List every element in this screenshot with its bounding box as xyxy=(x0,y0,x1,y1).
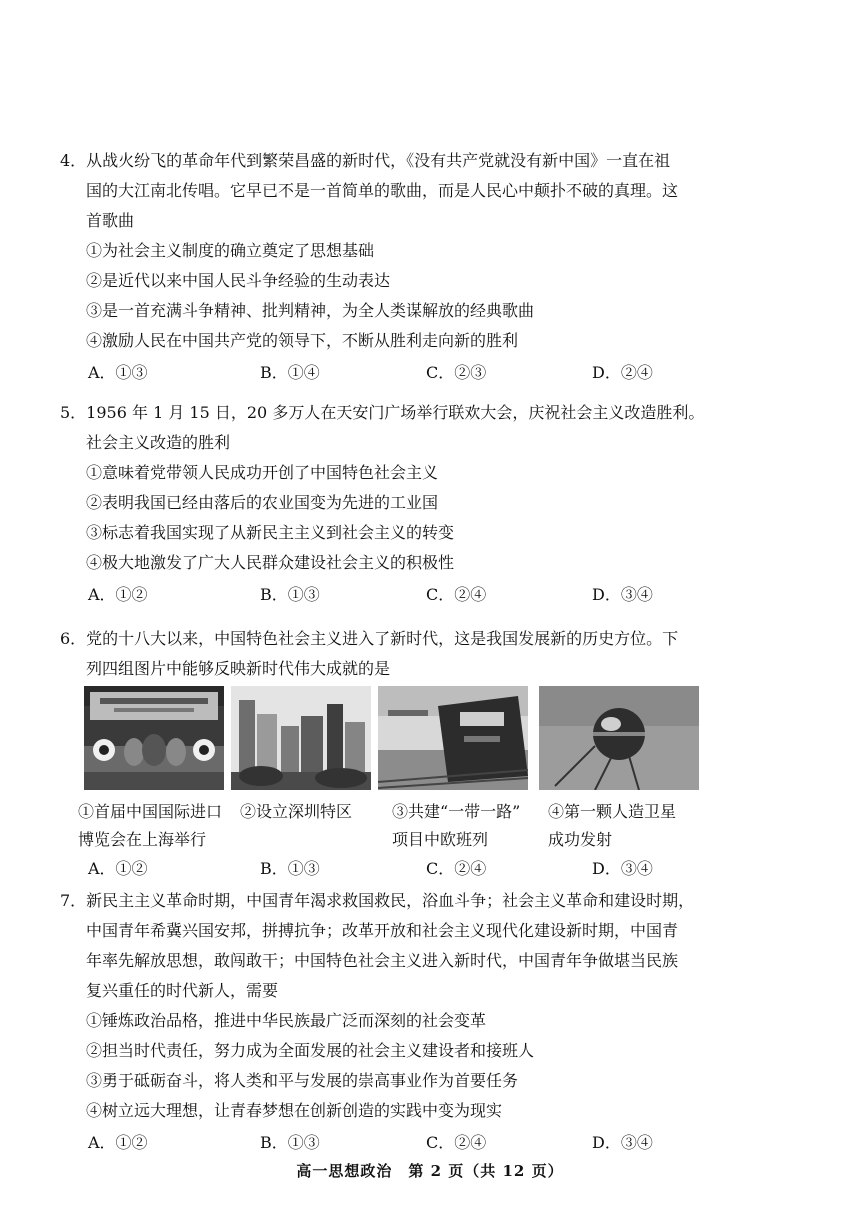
choice-d: D．③④ xyxy=(592,585,653,604)
question-stem-line: 国的大江南北传唱。它早已不是一首简单的歌曲，而是人民心中颠扑不破的真理。这 xyxy=(86,181,679,200)
statement-option: ④树立远大理想，让青春梦想在创新创造的实践中变为现实 xyxy=(86,1101,503,1120)
caption-line: 博览会在上海举行 xyxy=(78,830,207,849)
answer-choices xyxy=(60,1128,710,1160)
choice-d: D．②④ xyxy=(592,363,653,382)
statement-option: ③勇于砥砺奋斗，将人类和平与发展的崇高事业作为首要任务 xyxy=(86,1071,519,1090)
question-stem-line: 列四组图片中能够反映新时代伟大成就的是 xyxy=(86,659,391,678)
caption-line: 成功发射 xyxy=(548,830,613,849)
caption-line: ②设立深圳特区 xyxy=(240,802,353,821)
shenzhen-photo xyxy=(231,686,371,790)
answer-choices xyxy=(60,580,710,612)
question-stem-line: 5．1956 年 1 月 15 日，20 多万人在天安门广场举行联欢大会，庆祝社会主义改造胜利。 xyxy=(60,403,705,422)
choice-b: B．①③ xyxy=(260,1133,320,1152)
choice-b: B．①③ xyxy=(260,585,320,604)
choice-d: D．③④ xyxy=(592,1133,653,1152)
statement-option: ②是近代以来中国人民斗争经验的生动表达 xyxy=(86,271,391,290)
picture-captions xyxy=(78,798,718,858)
caption-3 xyxy=(392,798,520,854)
page-footer: 高一思想政治 第 2 页（共 12 页） xyxy=(296,1162,564,1180)
choice-a: A．①③ xyxy=(88,363,148,382)
caption-4 xyxy=(548,798,676,854)
picture-row xyxy=(84,686,704,794)
question-stem-line: 7．新民主主义革命时期，中国青年渴求救国救民，浴血斗争；社会主义革命和建设时期， xyxy=(60,891,695,910)
question-6-choices xyxy=(60,852,710,886)
question-stem-line: 中国青年希冀兴国安邦，拼搏抗争；改革开放和社会主义现代化建设新时期，中国青 xyxy=(86,921,679,940)
choice-b: B．①③ xyxy=(260,859,320,878)
question-stem-line: 6．党的十八大以来，中国特色社会主义进入了新时代，这是我国发展新的历史方位。下 xyxy=(60,629,679,648)
choice-a: A．①② xyxy=(88,585,148,604)
statement-option: ①意味着党带领人民成功开创了中国特色社会主义 xyxy=(86,463,439,482)
caption-line: ①首届中国国际进口 xyxy=(78,802,223,821)
choice-c: C．②④ xyxy=(426,1133,487,1152)
caption-line: ③共建“一带一路” xyxy=(392,802,521,821)
statement-option: ①为社会主义制度的确立奠定了思想基础 xyxy=(86,241,375,260)
question-stem-line: 社会主义改造的胜利 xyxy=(86,433,231,452)
statement-option: ①锤炼政治品格，推进中华民族最广泛而深刻的社会变革 xyxy=(86,1011,487,1030)
choice-c: C．②③ xyxy=(426,363,487,382)
question-6 xyxy=(60,624,710,684)
statement-option: ④极大地激发了广大人民群众建设社会主义的积极性 xyxy=(86,553,455,572)
caption-2 xyxy=(240,798,352,826)
choice-d: D．③④ xyxy=(592,859,653,878)
question-4 xyxy=(60,146,710,390)
question-stem-line: 年率先解放思想，敢闯敢干；中国特色社会主义进入新时代，中国青年争做堪当民族 xyxy=(86,951,679,970)
question-7 xyxy=(60,886,710,1160)
question-5 xyxy=(60,398,710,612)
choice-a: A．①② xyxy=(88,1133,148,1152)
statement-option: ②表明我国已经由落后的农业国变为先进的工业国 xyxy=(86,493,439,512)
statement-option: ③标志着我国实现了从新民主主义到社会主义的转变 xyxy=(86,523,455,542)
choice-c: C．②④ xyxy=(426,859,487,878)
choice-b: B．①④ xyxy=(260,363,320,382)
answer-choices xyxy=(60,854,710,886)
expo-photo xyxy=(84,686,224,790)
caption-1 xyxy=(78,798,222,854)
choice-c: C．②④ xyxy=(426,585,487,604)
question-stem-line: 复兴重任的时代新人，需要 xyxy=(86,981,279,1000)
question-stem-line: 首歌曲 xyxy=(86,211,135,230)
statement-option: ④激励人民在中国共产党的领导下，不断从胜利走向新的胜利 xyxy=(86,331,519,350)
answer-choices xyxy=(60,358,710,390)
statement-option: ③是一首充满斗争精神、批判精神，为全人类谋解放的经典歌曲 xyxy=(86,301,535,320)
question-stem-line: 4．从战火纷飞的革命年代到繁荣昌盛的新时代，《没有共产党就没有新中国》一直在祖 xyxy=(60,151,671,170)
satellite-photo xyxy=(539,686,699,790)
caption-line: 项目中欧班列 xyxy=(392,830,489,849)
statement-option: ②担当时代责任，努力成为全面发展的社会主义建设者和接班人 xyxy=(86,1041,535,1060)
china-europe-train-photo xyxy=(378,686,528,790)
caption-line: ④第一颗人造卫星 xyxy=(548,802,677,821)
choice-a: A．①② xyxy=(88,859,148,878)
